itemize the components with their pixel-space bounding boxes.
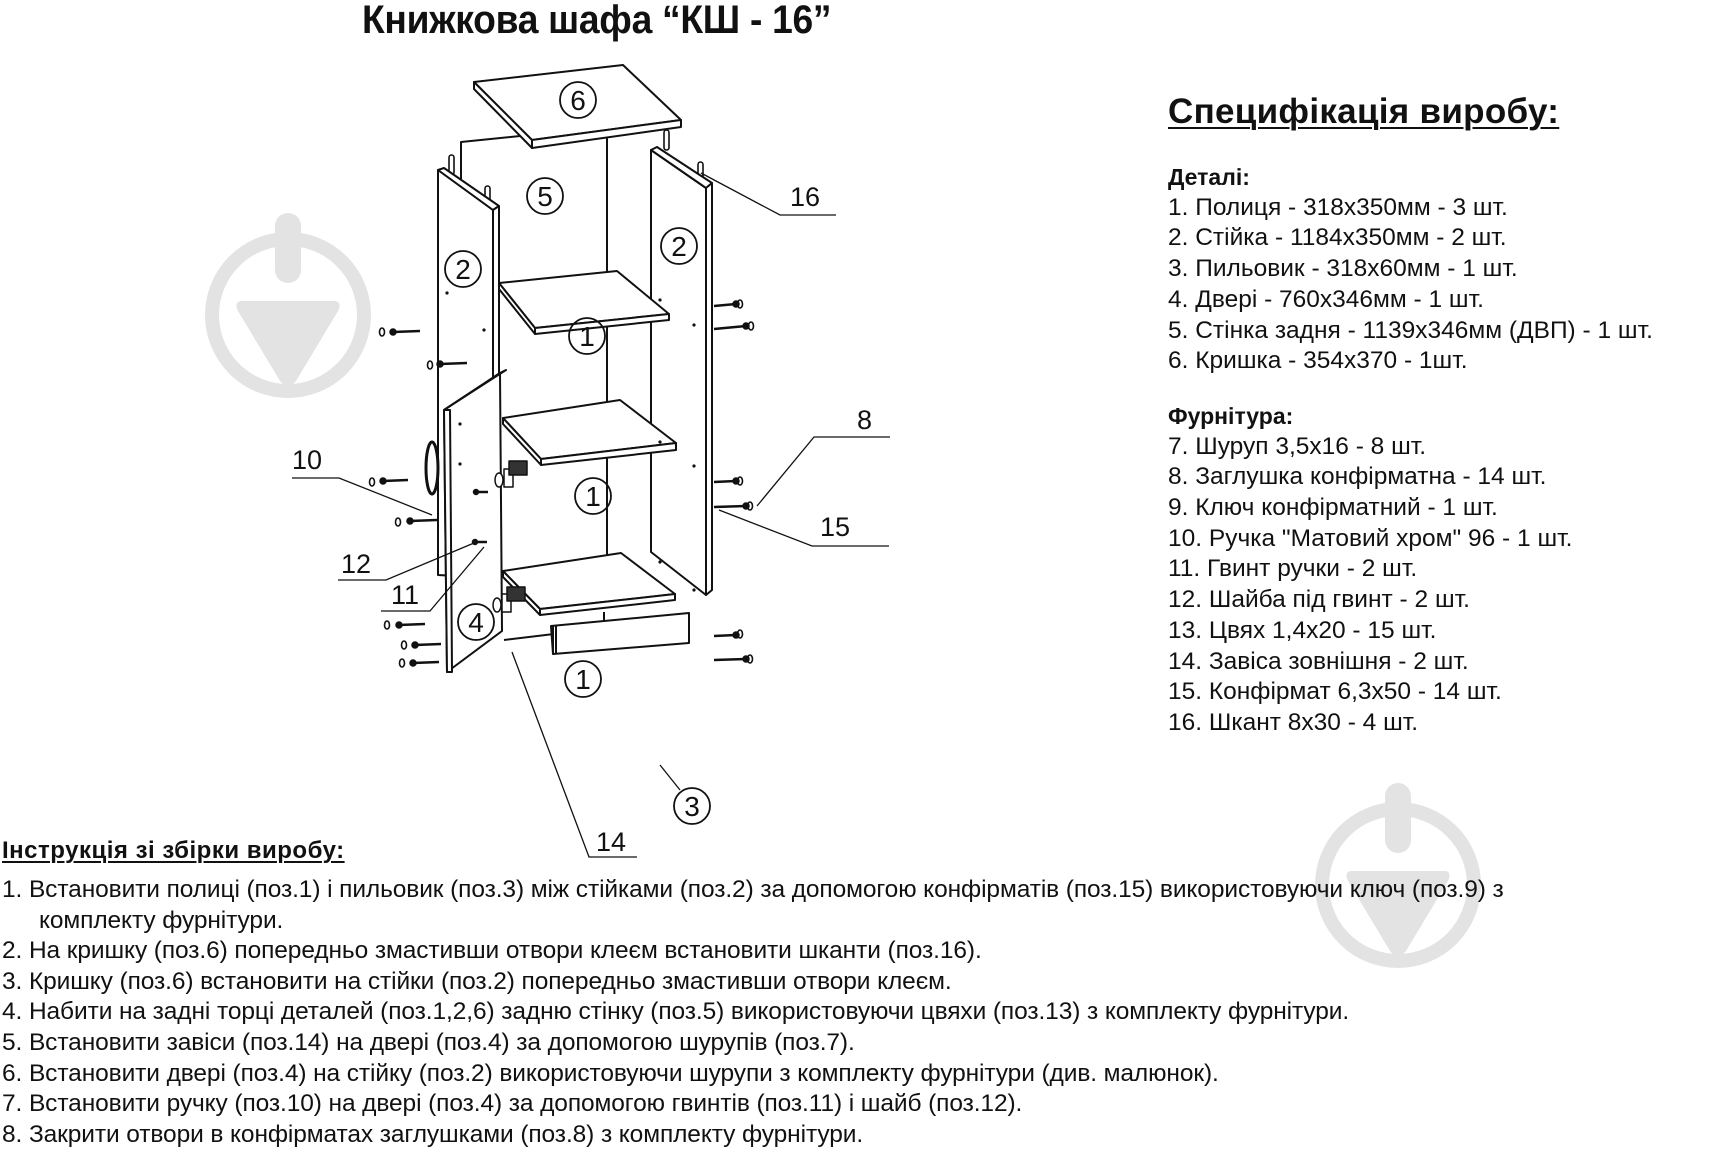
hardware-item: 11. Гвинт ручки - 2 шт.: [1168, 555, 1418, 583]
hardware-list: [1168, 432, 1713, 739]
callout-16: 16: [790, 182, 821, 212]
spacer: [1168, 377, 1713, 401]
details-list: [1168, 193, 1713, 377]
callout-6: 6: [570, 85, 586, 116]
callout-5: 5: [537, 181, 553, 212]
instruction-step: 5. Встановити завіси (поз.14) на двері (поз.4) за допомогою шурупів (поз.7).: [2, 1028, 855, 1056]
dust-board-part-3: [551, 613, 689, 654]
callout-14: 14: [596, 827, 627, 857]
hardware-heading: Фурнітура:: [1168, 402, 1294, 429]
detail-item: 2. Стійка - 1184х350мм - 2 шт.: [1168, 224, 1507, 252]
instruction-step: 3. Кришку (поз.6) встановити на стійки (поз.2) попередньо змастивши отвори клеєм.: [2, 967, 952, 995]
callout-11: 11: [391, 580, 420, 610]
hardware-item: 9. Ключ конфірматний - 1 шт.: [1168, 494, 1498, 522]
instruction-step: 2. На кришку (поз.6) попередньо змастивши отвори клеєм встановити шканти (поз.16).: [2, 937, 982, 965]
document-title: Книжкова шафа “КШ - 16”: [362, 0, 832, 42]
hardware-item: 12. Шайба під гвинт - 2 шт.: [1168, 586, 1470, 614]
shelf-bottom-part-1: [503, 553, 675, 615]
detail-item: 6. Кришка - 354х370 - 1шт.: [1168, 347, 1468, 375]
callout-1-middle: 1: [585, 481, 601, 512]
callout-15: 15: [820, 512, 851, 542]
instruction-step: 8. Закрити отвори в конфірматах заглушками (поз.8) з комплекту фурнітури.: [2, 1120, 864, 1148]
callout-2-right: 2: [671, 231, 687, 262]
detail-item: 4. Двері - 760х346мм - 1 шт.: [1168, 285, 1484, 313]
handle-part-10: [426, 442, 438, 494]
hardware-item: 15. Конфірмат 6,3х50 - 14 шт.: [1168, 678, 1502, 706]
right-stile-part-2: [651, 147, 712, 595]
instructions-title: Інструкція зі збірки виробу:: [2, 837, 345, 864]
callout-1-bottom: 1: [575, 664, 591, 695]
instruction-step: 1. Встановити полиці (поз.1) і пильовик (поз.3) між стійками (поз.2) за допомогою конфірматів (поз.15) використовуючи ключ (поз.9) з: [2, 876, 1504, 903]
callout-8: 8: [857, 405, 873, 435]
callout-4: 4: [468, 607, 484, 638]
hardware-item: 7. Шуруп 3,5х16 - 8 шт.: [1168, 432, 1427, 460]
instruction-step: 7. Встановити ручку (поз.10) на двері (поз.4) за допомогою гвинтів (поз.11) і шайб (поз.12).: [2, 1090, 1023, 1118]
hardware-item: 14. Завіса зовнішня - 2 шт.: [1168, 647, 1469, 675]
callout-1-top: 1: [579, 321, 595, 352]
hardware-item: 8. Заглушка конфірматна - 14 шт.: [1168, 463, 1547, 491]
hardware-item: 10. Ручка "Матовий хром" 96 - 1 шт.: [1168, 524, 1573, 552]
detail-item: 1. Полиця - 318х350мм - 3 шт.: [1168, 193, 1508, 221]
detail-item: 5. Стінка задня - 1139х346мм (ДВП) - 1 шт.: [1168, 316, 1653, 344]
instruction-step: 4. Набити на задні торці деталей (поз.1,2,6) задню стінку (поз.5) використовуючи цвяхи (поз.13) з комплекту фурнітури.: [2, 998, 1350, 1026]
callout-3: 3: [684, 791, 700, 822]
hardware-item: 13. Цвях 1,4х20 - 15 шт.: [1168, 616, 1437, 644]
instruction-step-continuation: комплекту фурнітури.: [39, 906, 284, 934]
details-heading: Деталі:: [1168, 164, 1250, 190]
instruction-step: 6. Встановити двері (поз.4) на стійку (поз.2) використовуючи шурупи з комплекту фурнітури (див. малюнок).: [2, 1059, 1219, 1087]
spec-title: Специфікація виробу:: [1168, 92, 1560, 131]
callout-12: 12: [341, 549, 372, 579]
callout-2-left: 2: [455, 254, 471, 285]
instructions-list: [2, 875, 1713, 1150]
detail-item: 3. Пильовик - 318х60мм - 1 шт.: [1168, 255, 1518, 283]
specification-section: [1168, 92, 1713, 739]
hardware-item: 16. Шкант 8х30 - 4 шт.: [1168, 708, 1419, 736]
callout-10: 10: [292, 445, 323, 475]
instructions-section: [2, 837, 1713, 1150]
